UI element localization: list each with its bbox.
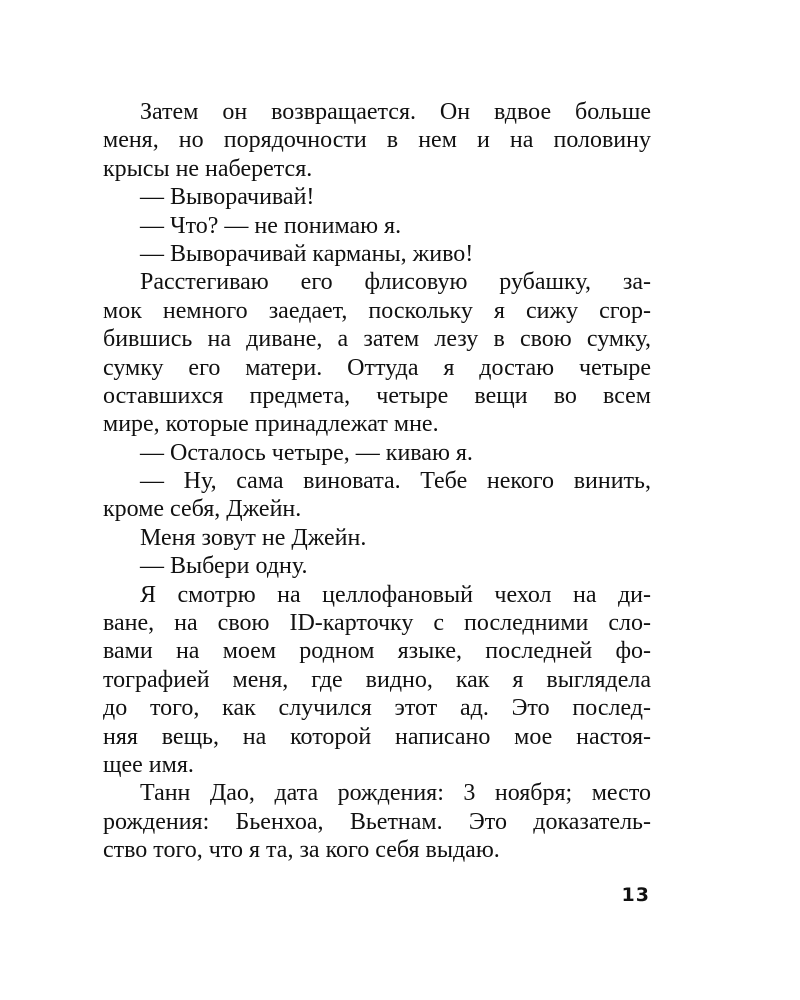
text-line: тографией меня, где видно, как я выглядела (103, 666, 651, 693)
text-line: Затем он возвращается. Он вдвое больше (140, 99, 651, 125)
text-line: бившись на диване, а затем лезу в свою сумку, (103, 326, 651, 353)
dialogue-line: — Выворачивай карманы, живо! (140, 240, 474, 267)
text-line: щее имя. (103, 751, 194, 778)
text-line: вами на моем родном языке, последней фо- (103, 638, 651, 665)
dialogue-line: — Ну, сама виновата. Тебе некого винить, (140, 468, 651, 495)
page-number: 13 (621, 884, 650, 906)
text-line: оставшихся предмета, четыре вещи во всем (103, 382, 651, 409)
text-line: мок немного заедает, поскольку я сижу сгор- (103, 297, 651, 324)
dialogue-line: — Выбери одну. (140, 553, 308, 580)
text-line: ство того, что я та, за кого себя выдаю. (103, 837, 500, 864)
text-line: рождения: Бьенхоа, Вьетнам. Это доказатель- (103, 808, 651, 835)
text-line: кроме себя, Джейн. (103, 496, 302, 523)
dialogue-line: — Осталось четыре, — киваю я. (140, 439, 473, 466)
text-line: сумку его матери. Оттуда я достаю четыре (103, 354, 651, 381)
text-line: няя вещь, на которой написано мое настоя- (103, 723, 651, 750)
body-text (103, 98, 651, 865)
text-line: до того, как случился этот ад. Это послед- (103, 695, 651, 722)
text-line: Меня зовут не Джейн. (140, 524, 367, 551)
text-line: Расстегиваю его флисовую рубашку, за- (140, 269, 651, 296)
text-line: мире, которые принадлежат мне. (103, 411, 439, 438)
text-line: крысы не наберется. (103, 155, 313, 182)
dialogue-line: — Выворачивай! (140, 184, 315, 211)
text-line: меня, но порядочности в нем и на половину (103, 127, 651, 154)
text-line: Я смотрю на целлофановый чехол на ди- (140, 581, 651, 608)
text-line: Танн Дао, дата рождения: 3 ноября; место (140, 780, 651, 807)
dialogue-line: — Что? — не понимаю я. (140, 212, 402, 239)
text-line: ване, на свою ID-карточку с последними сло- (103, 610, 651, 637)
